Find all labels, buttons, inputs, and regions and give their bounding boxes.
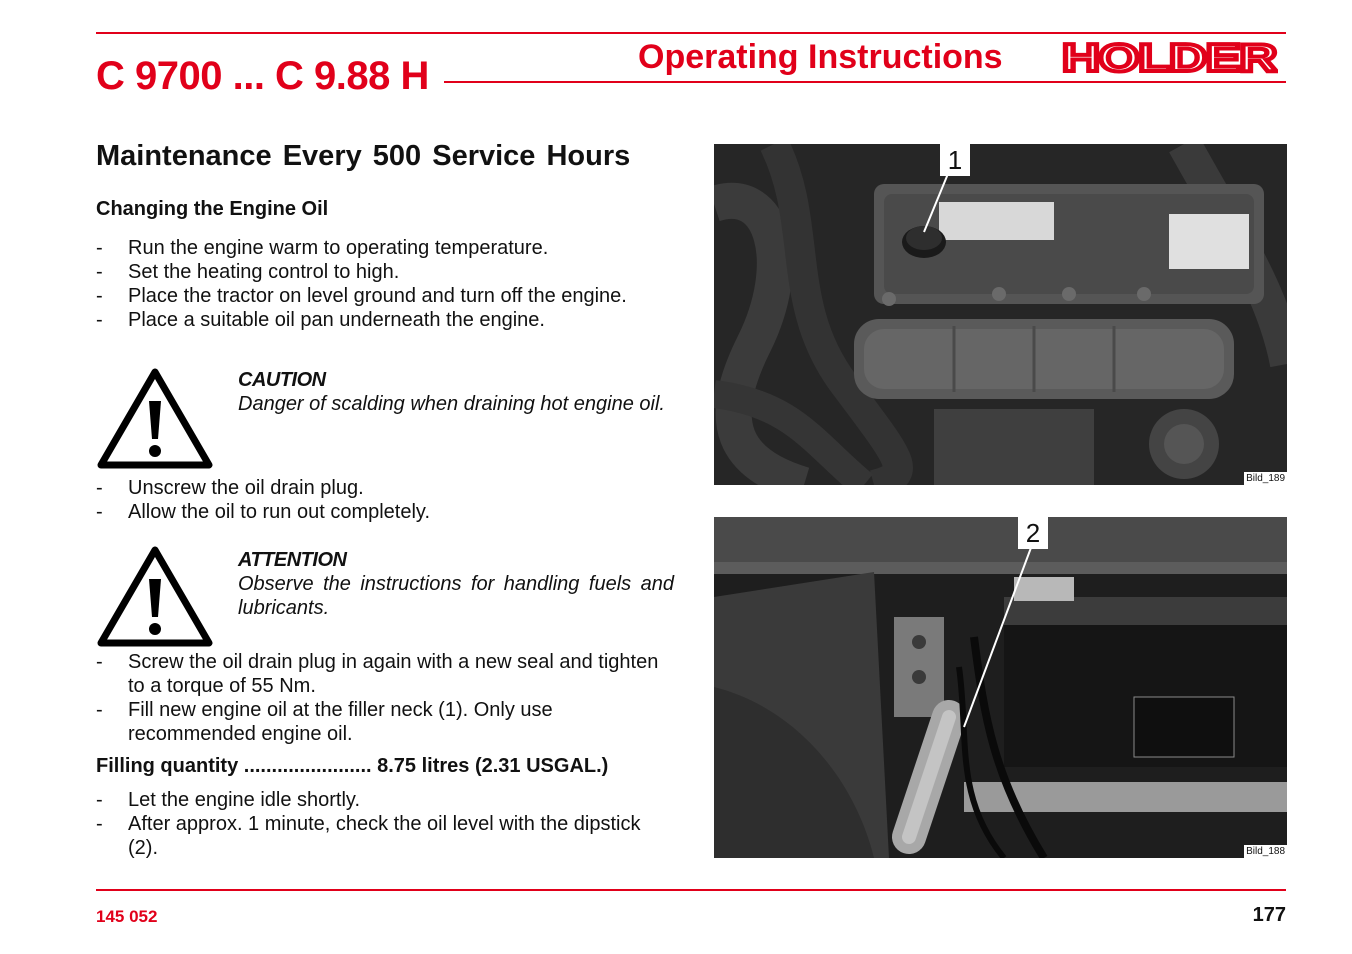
list-item: - Allow the oil to run out completely. (96, 501, 431, 523)
header-rule-mid (444, 81, 1286, 83)
photo-caption: Bild_188 (1246, 846, 1285, 857)
attention-heading: ATTENTION (238, 549, 347, 571)
list-item: - Set the heating control to high. (96, 261, 400, 283)
callout-2: 2 (1018, 517, 1048, 549)
document-title: Operating Instructions (638, 38, 1003, 76)
model-title: C 9700 ... C 9.88 H (96, 54, 429, 98)
subsection-title: Changing the Engine Oil (96, 198, 329, 220)
engine-photo (714, 144, 1287, 485)
section-title: Maintenance Every 500 Service Hours (96, 140, 631, 172)
steps-list-2 (96, 476, 676, 524)
caution-note (238, 368, 674, 416)
caution-text: Danger of scalding when draining hot engine oil. (238, 393, 665, 415)
photo-caption: Bild_189 (1246, 473, 1285, 484)
list-item: - Fill new engine oil at the filler neck (1). Only use recommended engine oil. (96, 699, 553, 745)
warning-triangle-icon (96, 367, 214, 471)
attention-text: Observe the instructions for handling fuels and lubricants. (238, 573, 674, 619)
list-item: - Place a suitable oil pan underneath the engine. (96, 309, 545, 331)
list-item: - Run the engine warm to operating temperature. (96, 237, 549, 259)
list-item: - Let the engine idle shortly. (96, 789, 361, 811)
filling-quantity: Filling quantity ....................... 8.75 litres (2.31 USGAL.) (96, 755, 609, 777)
warning-triangle-icon (96, 545, 214, 649)
battery-illustration (714, 517, 1287, 858)
list-item: - Screw the oil drain plug in again with a new seal and tighten to a torque of 55 Nm. (96, 651, 659, 697)
steps-list-4 (96, 788, 676, 860)
list-item: - After approx. 1 minute, check the oil level with the dipstick (2). (96, 813, 641, 859)
steps-list-3 (96, 650, 676, 746)
callout-1: 1 (940, 144, 970, 176)
caution-heading: CAUTION (238, 369, 326, 391)
page-number: 177 (1252, 904, 1286, 926)
list-item: - Place the tractor on level ground and turn off the engine. (96, 285, 627, 307)
engine-illustration (714, 144, 1287, 485)
holder-logo-text: HOLDER (1062, 40, 1278, 76)
document-number: 145 052 (96, 907, 158, 926)
holder-logo (1060, 40, 1278, 76)
header-rule-top (96, 32, 1286, 34)
attention-note (238, 548, 674, 620)
list-item: - Unscrew the oil drain plug. (96, 477, 364, 499)
dipstick-photo (714, 517, 1287, 858)
steps-list-1 (96, 236, 676, 332)
footer-rule (96, 889, 1286, 891)
